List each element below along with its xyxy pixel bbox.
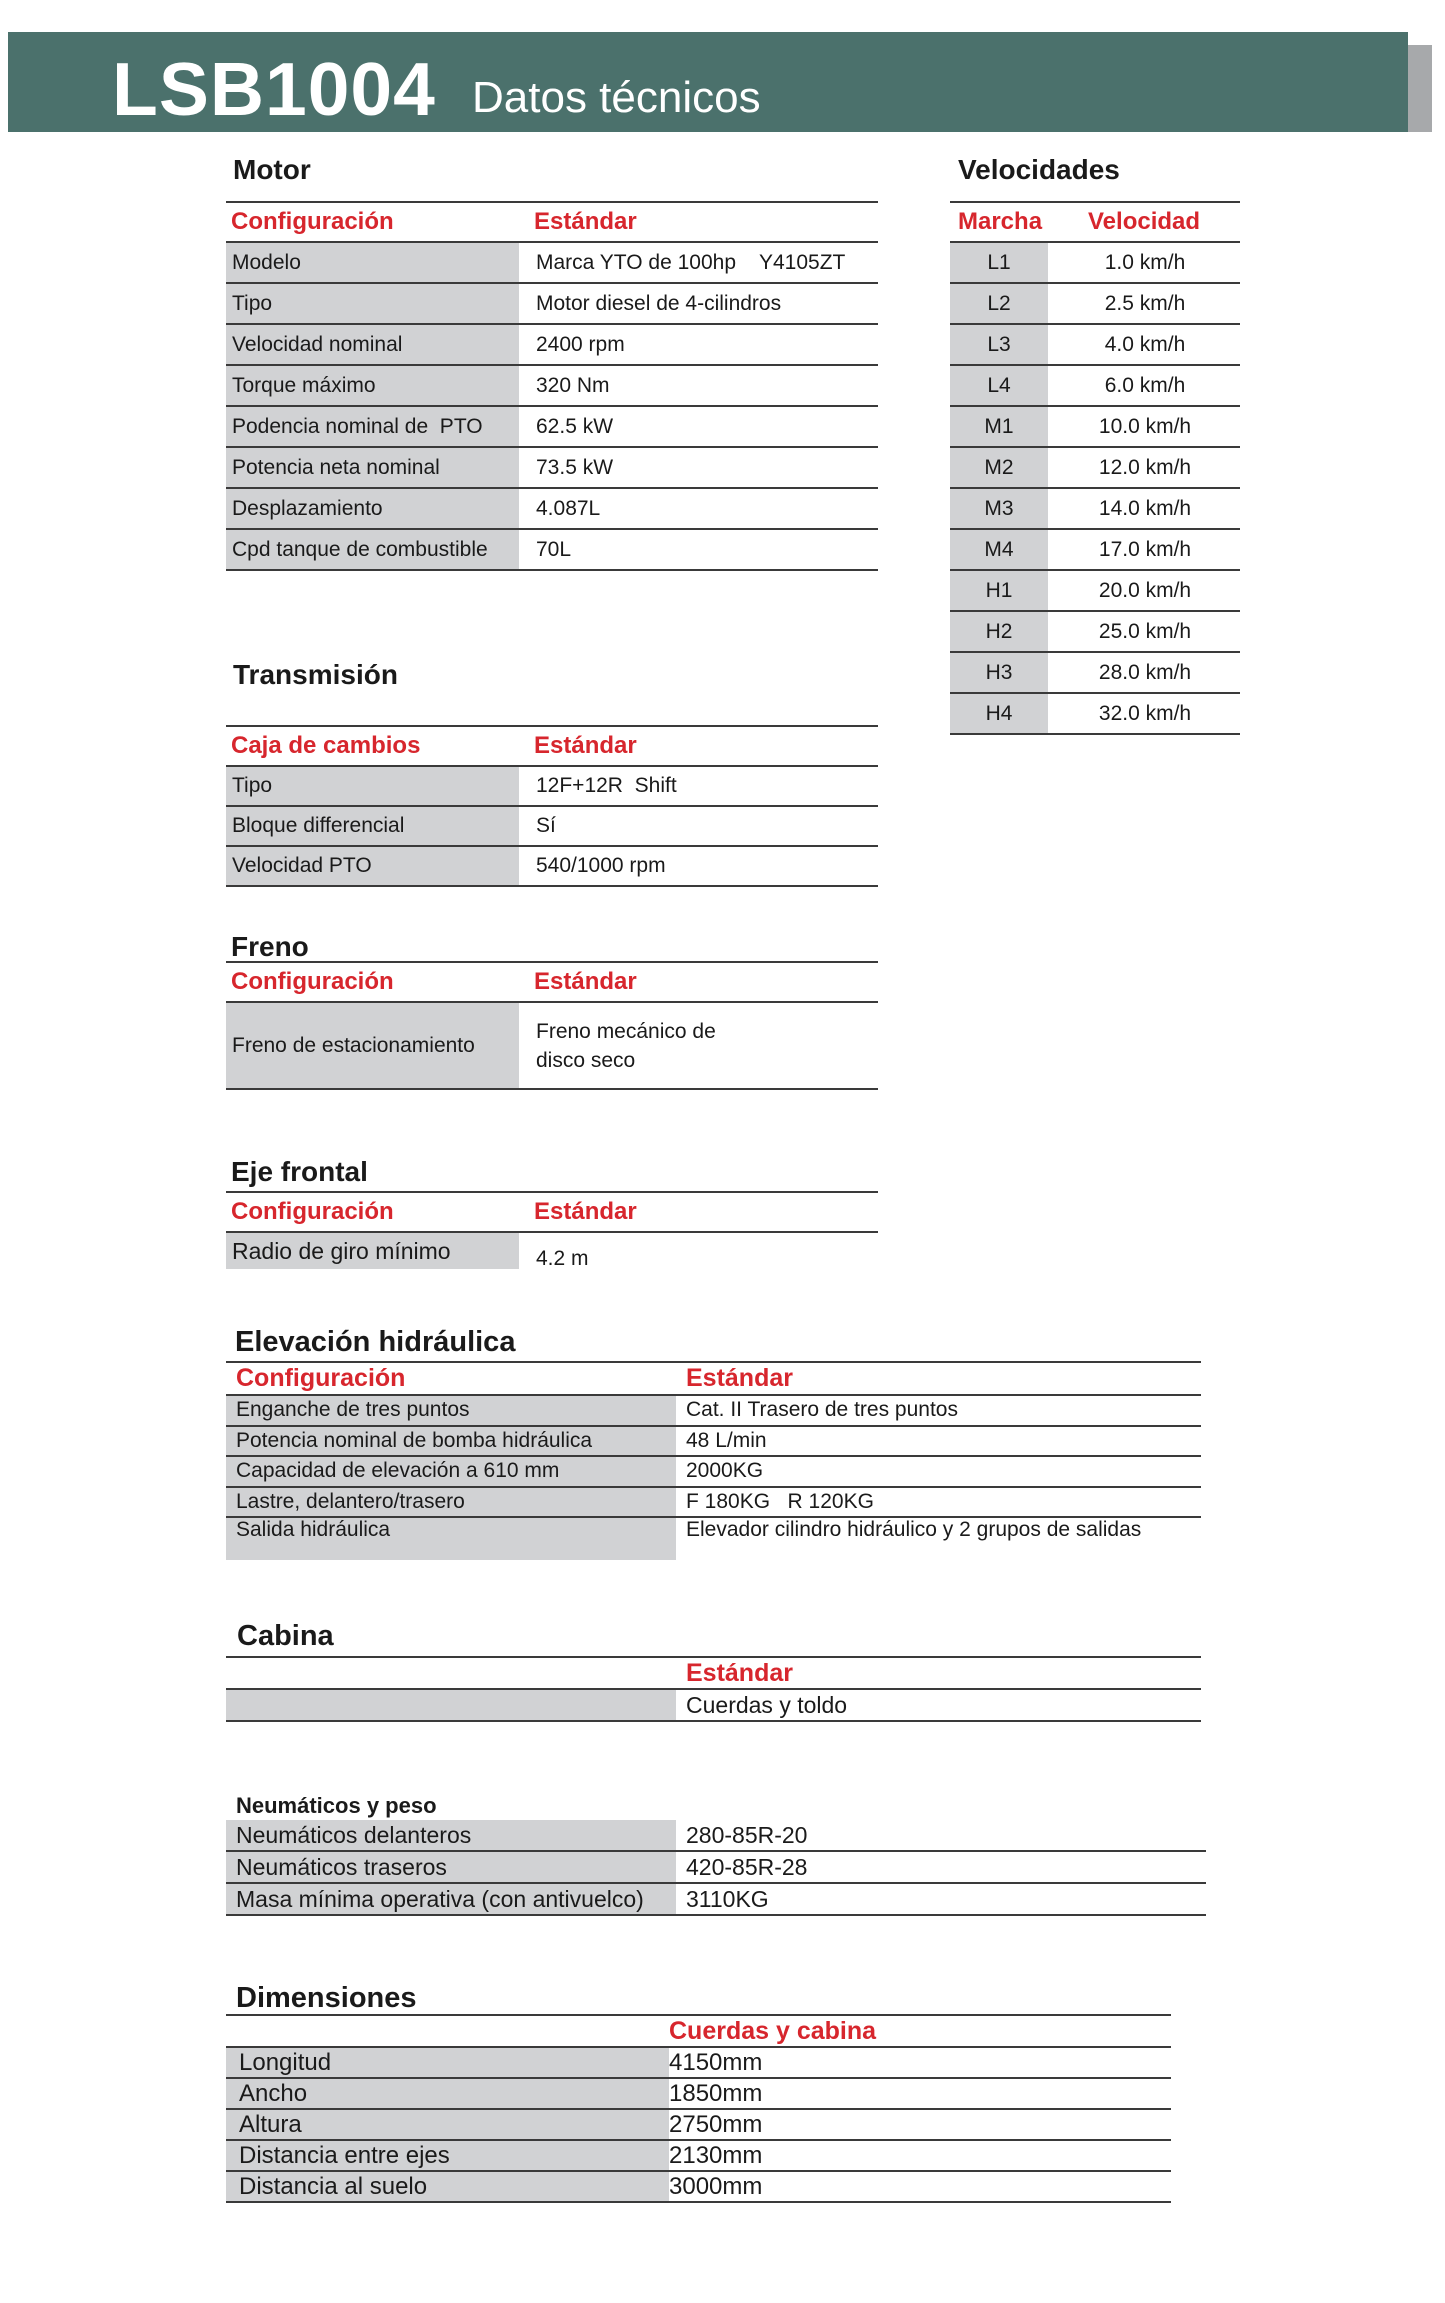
velocidades-row-label: L4 [950,366,1048,405]
velocidades-col-velocidad: Velocidad [1088,208,1201,235]
hidraulica-row-label: Lastre, delantero/trasero [226,1488,676,1517]
freno-col-config: Configuración [231,968,394,995]
transmision-col-caja: Caja de cambios [231,732,421,759]
cabina-row [226,1690,1201,1722]
velocidades-row [950,448,1240,489]
velocidades-row [950,489,1240,530]
motor-row [226,325,878,366]
velocidades-row-value: 32.0 km/h [1098,701,1192,725]
velocidades-row-value: 2.5 km/h [1104,291,1186,315]
eje-row-radio [226,1233,878,1273]
motor-row-label: Torque máximo [226,366,519,405]
hidraulica-row-value: 48 L/min [686,1428,767,1452]
dimensiones-row-value: 4150mm [669,2048,763,2076]
velocidades-row-label: L3 [950,325,1048,364]
hidraulica-col-estandar: Estándar [686,1364,793,1392]
cabina-row-value: Cuerdas y toldo [686,1691,848,1718]
transmision-row [226,847,878,887]
transmision-row-value: Sí [536,814,556,837]
section-title-dimensiones: Dimensiones [236,1982,417,2014]
dimensiones-row-value: 2130mm [669,2141,763,2169]
motor-row-label: Potencia neta nominal [226,448,519,487]
velocidades-row-value: 12.0 km/h [1098,455,1192,479]
dimensiones-row-value: 3000mm [669,2172,763,2200]
motor-row-label: Tipo [226,284,519,323]
cabina-col-estandar: Estándar [686,1658,793,1687]
hidraulica-row-value: Elevador cilindro hidráulico y 2 grupos de salidas [686,1518,1142,1541]
motor-row-value: 320 Nm [536,373,610,397]
velocidades-row-value: 1.0 km/h [1104,250,1186,274]
hidraulica-row [226,1427,1201,1458]
velocidades-row [950,612,1240,653]
eje-row-value: 4.2 m [536,1247,589,1270]
hidraulica-col-config: Configuración [236,1364,406,1392]
transmision-row-value: 12F+12R Shift [536,774,677,797]
motor-row [226,243,878,284]
transmision-col-estandar: Estándar [534,732,637,759]
banner-accent [1408,45,1432,132]
velocidades-row [950,530,1240,571]
section-title-neumaticos: Neumáticos y peso [236,1793,437,1818]
neumaticos-row [226,1820,1206,1852]
hidraulica-row-label: Enganche de tres puntos [226,1396,676,1425]
dimensiones-row-label: Altura [226,2110,669,2139]
dimensiones-row [226,2110,1171,2141]
motor-row-value: 70L [536,537,572,561]
transmision-row-value: 540/1000 rpm [536,854,666,877]
velocidades-row [950,407,1240,448]
motor-row-label: Velocidad nominal [226,325,519,364]
section-title-motor: Motor [233,154,311,185]
hidraulica-row-label: Potencia nominal de bomba hidráulica [226,1427,676,1456]
neumaticos-row [226,1884,1206,1916]
hidraulica-row [226,1457,1201,1488]
eje-header-row [226,1193,878,1233]
neumaticos-row-label: Neumáticos delanteros [226,1820,676,1850]
motor-row [226,366,878,407]
velocidades-row-label: M3 [950,489,1048,528]
section-title-eje: Eje frontal [231,1156,368,1187]
freno-row-estacionamiento [226,1003,878,1090]
motor-row-value: Marca YTO de 100hp Y4105ZT [536,250,846,274]
hidraulica-row-value: 2000KG [686,1459,764,1483]
motor-row-label: Desplazamiento [226,489,519,528]
dimensiones-row-label: Longitud [226,2048,669,2077]
cabina-row-label [226,1690,676,1720]
velocidades-row-value: 17.0 km/h [1098,537,1192,561]
dimensiones-row-label: Distancia al suelo [226,2172,669,2201]
velocidades-col-marcha: Marcha [958,208,1043,235]
transmision-row-label: Velocidad PTO [226,847,519,885]
motor-row [226,530,878,571]
velocidades-row-label: M2 [950,448,1048,487]
transmision-header-row [226,727,878,767]
motor-row [226,448,878,489]
motor-row-label: Podencia nominal de PTO [226,407,519,446]
velocidades-row-value: 20.0 km/h [1098,578,1192,602]
velocidades-row-label: M4 [950,530,1048,569]
dimensiones-col-cuerdas: Cuerdas y cabina [669,2016,877,2045]
freno-row-value [536,1003,716,1088]
dimensiones-row-value: 2750mm [669,2110,763,2138]
motor-row-value: 4.087L [536,496,601,520]
motor-row-label: Modelo [226,243,519,282]
hidraulica-row [226,1518,1201,1560]
velocidades-row-label: H1 [950,571,1048,610]
velocidades-row-value: 28.0 km/h [1098,660,1192,684]
velocidades-row-label: M1 [950,407,1048,446]
page-subtitle: Datos técnicos [472,73,761,122]
transmision-row-label: Bloque differencial [226,807,519,845]
dimensiones-row [226,2048,1171,2079]
model-name: LSB1004 [112,47,436,131]
cabina-header-row [226,1658,1201,1690]
dimensiones-row [226,2172,1171,2203]
dimensiones-row [226,2079,1171,2110]
velocidades-row-value: 14.0 km/h [1098,496,1192,520]
velocidades-row [950,366,1240,407]
velocidades-row-label: L2 [950,284,1048,323]
velocidades-row-value: 25.0 km/h [1098,619,1192,643]
neumaticos-row-value: 3110KG [686,1885,769,1912]
transmision-row [226,767,878,807]
motor-row-value: Motor diesel de 4-cilindros [536,291,782,315]
eje-row-label: Radio de giro mínimo [226,1233,519,1269]
velocidades-row [950,571,1240,612]
hidraulica-row [226,1396,1201,1427]
freno-col-estandar: Estándar [534,968,637,995]
dimensiones-row [226,2141,1171,2172]
dimensiones-row-label: Ancho [226,2079,669,2108]
motor-row-value: 73.5 kW [536,455,614,479]
section-title-cabina: Cabina [237,1620,334,1652]
velocidades-row [950,325,1240,366]
section-title-velocidades: Velocidades [958,154,1120,185]
velocidades-row [950,284,1240,325]
section-title-hidraulica: Elevación hidráulica [235,1326,516,1358]
velocidades-row-label: H2 [950,612,1048,651]
motor-header-row [226,203,878,243]
velocidades-row-value: 4.0 km/h [1104,332,1186,356]
dimensiones-row-label: Distancia entre ejes [226,2141,669,2170]
motor-row-value: 62.5 kW [536,414,614,438]
velocidades-row [950,694,1240,735]
hidraulica-row-label: Salida hidráulica [226,1518,676,1560]
transmision-row-label: Tipo [226,767,519,805]
motor-row [226,407,878,448]
velocidades-row-label: H3 [950,653,1048,692]
neumaticos-row-label: Masa mínima operativa (con antivuelco) [226,1884,676,1914]
hidraulica-row-value: F 180KG R 120KG [686,1489,874,1513]
hidraulica-row [226,1488,1201,1519]
freno-value-line2: disco seco [536,1048,636,1072]
neumaticos-row-value: 280-85R-20 [686,1821,808,1848]
motor-row-label: Cpd tanque de combustible [226,530,519,569]
motor-col-estandar: Estándar [534,208,637,235]
dimensiones-header-row [226,2016,1171,2048]
dimensiones-row-value: 1850mm [669,2079,763,2107]
neumaticos-row [226,1852,1206,1884]
motor-row [226,489,878,530]
section-title-transmision: Transmisión [233,659,398,690]
motor-col-config: Configuración [231,208,394,235]
velocidades-row [950,243,1240,284]
velocidades-row-label: H4 [950,694,1048,733]
neumaticos-row-label: Neumáticos traseros [226,1852,676,1882]
eje-col-estandar: Estándar [534,1198,637,1225]
velocidades-header-row [950,203,1240,243]
hidraulica-row-value: Cat. II Trasero de tres puntos [686,1398,958,1422]
hidraulica-row-label: Capacidad de elevación a 610 mm [226,1457,676,1486]
eje-col-config: Configuración [231,1198,394,1225]
freno-header-row [226,963,878,1003]
velocidades-row-value: 6.0 km/h [1104,373,1186,397]
motor-row-value: 2400 rpm [536,332,625,356]
transmision-row [226,807,878,847]
freno-row-label: Freno de estacionamiento [226,1003,519,1088]
velocidades-row-value: 10.0 km/h [1098,414,1192,438]
velocidades-row [950,653,1240,694]
section-title-freno: Freno [231,931,309,962]
velocidades-row-label: L1 [950,243,1048,282]
neumaticos-row-value: 420-85R-28 [686,1853,808,1880]
freno-value-line1: Freno mecánico de [536,1019,716,1043]
motor-row [226,284,878,325]
hidraulica-header-row [226,1363,1201,1396]
